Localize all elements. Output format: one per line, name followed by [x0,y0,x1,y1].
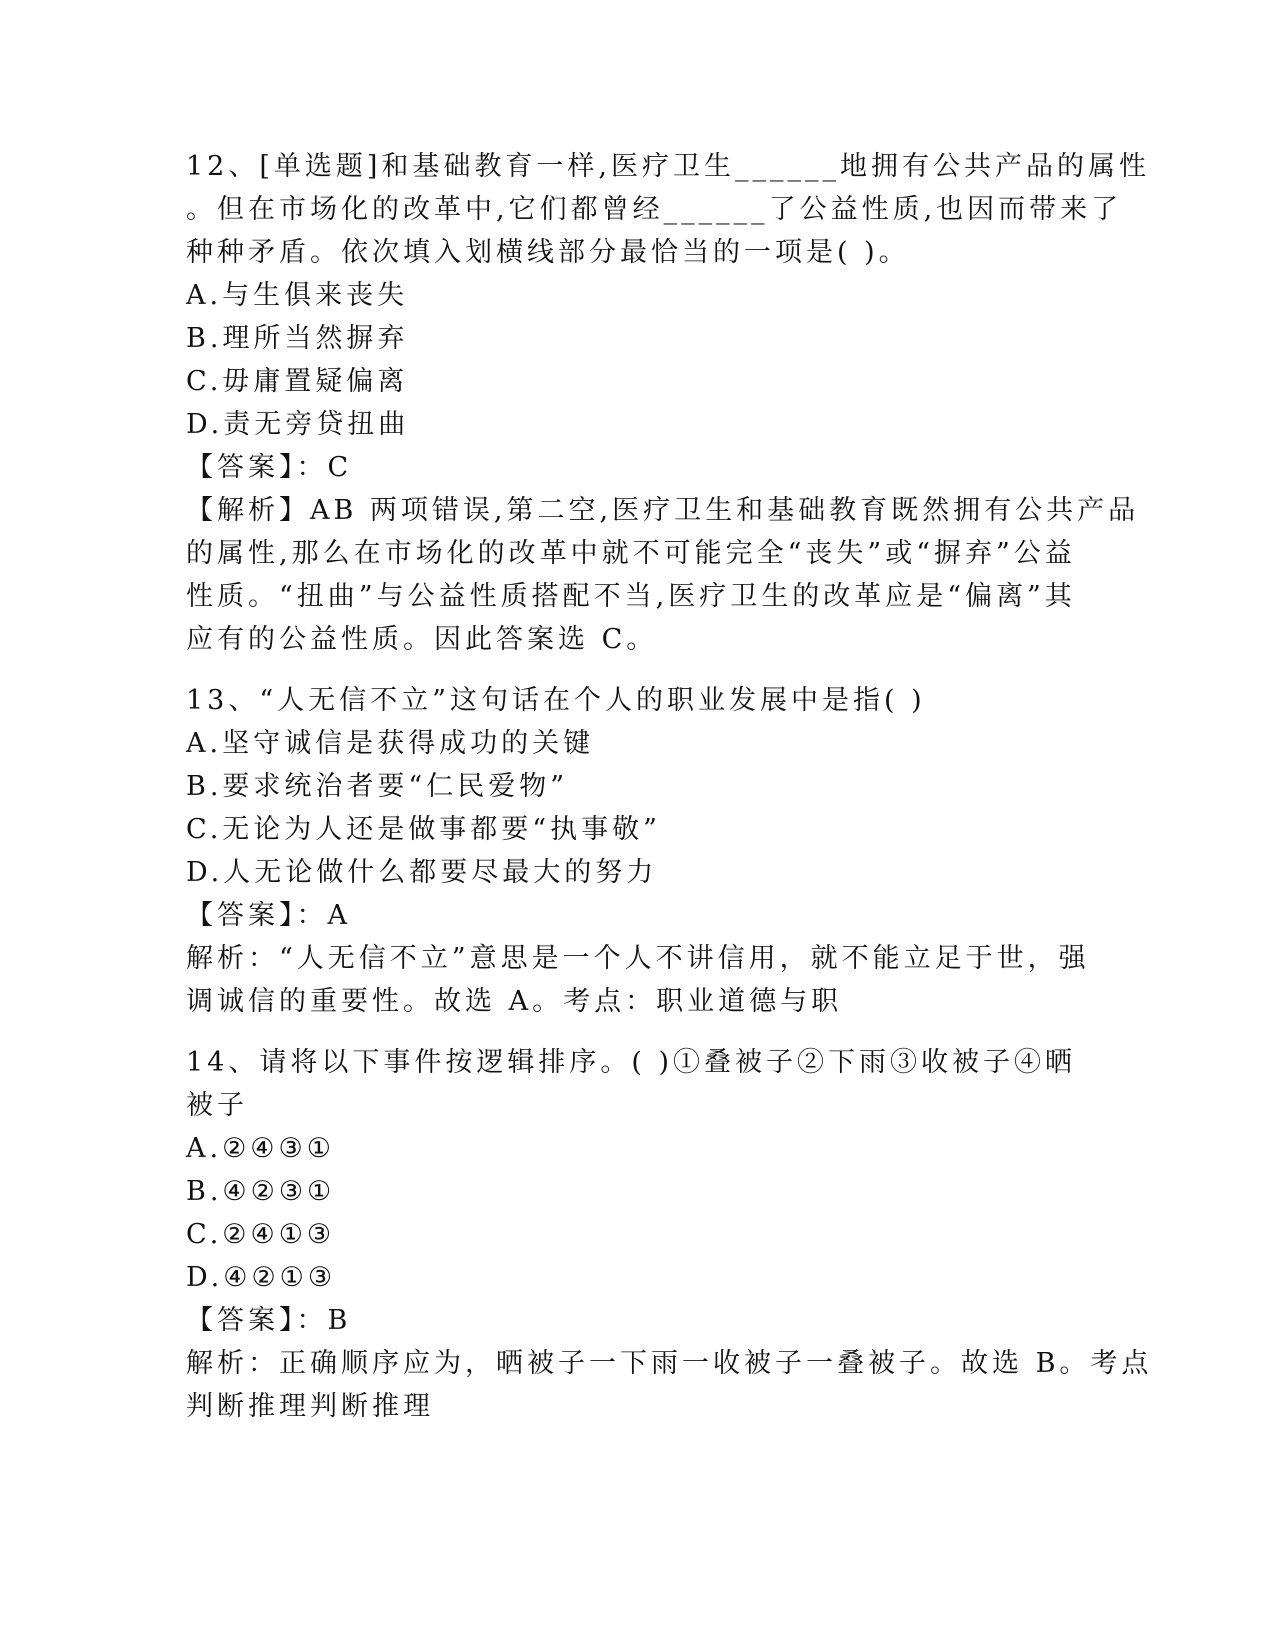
analysis-line: 【解析】AB 两项错误,第二空,医疗卫生和基础教育既然拥有公共产品 [186,495,1140,526]
option-a: A.坚守诚信是获得成功的关键 [186,728,595,759]
analysis-line: 解析：“人无信不立”意思是一个人不讲信用，就不能立足于世，强 [186,943,1090,974]
analysis-line: 解析：正确顺序应为，晒被子一下雨一收被子一叠被子。故选 B。考点 [186,1348,1153,1379]
option-c: C.②④①③ [186,1219,336,1250]
answer-line: 【答案】：B [186,1305,352,1336]
option-d: D.人无论做什么都要尽最大的努力 [186,857,658,888]
option-b: B.理所当然摒弃 [186,323,409,354]
question-12 [186,145,1151,661]
analysis-line: 判断推理判断推理 [186,1391,434,1422]
option-d: D.责无旁贷扭曲 [186,409,410,440]
question-13 [186,679,1090,1023]
question-list [186,145,1153,1446]
answer-line: 【答案】：C [186,452,353,483]
option-b: B.④②③① [186,1176,336,1207]
analysis-line: 应有的公益性质。因此答案选 C。 [186,624,658,655]
analysis-line: 性质。“扭曲”与公益性质搭配不当,医疗卫生的改革应是“偏离”其 [186,581,1076,612]
question-stem-line: 种种矛盾。依次填入划横线部分最恰当的一项是( )。 [186,237,910,268]
question-stem-line: 。但在市场化的改革中,它们都曾经______了公益性质,也因而带来了 [186,194,1123,225]
option-a: A.②④③① [186,1133,335,1164]
question-stem-line: 12、[单选题]和基础教育一样,医疗卫生______地拥有公共产品的属性 [186,151,1151,182]
option-a: A.与生俱来丧失 [186,280,409,311]
answer-line: 【答案】：A [186,900,351,931]
option-d: D.④②①③ [186,1262,337,1293]
option-c: C.毋庸置疑偏离 [186,366,409,397]
question-14 [186,1041,1153,1428]
option-b: B.要求统治者要“仁民爱物” [186,771,569,802]
analysis-line: 调诚信的重要性。故选 A。考点：职业道德与职 [186,986,843,1017]
question-stem-line: 被子 [186,1090,248,1121]
analysis-line: 的属性,那么在市场化的改革中就不可能完全“丧失”或“摒弃”公益 [186,538,1076,569]
option-c: C.无论为人还是做事都要“执事敬” [186,814,661,845]
question-stem-line: 14、请将以下事件按逻辑排序。( )①叠被子②下雨③收被子④晒 [186,1047,1077,1078]
question-stem-line: 13、“人无信不立”这句话在个人的职业发展中是指( ) [186,685,926,716]
